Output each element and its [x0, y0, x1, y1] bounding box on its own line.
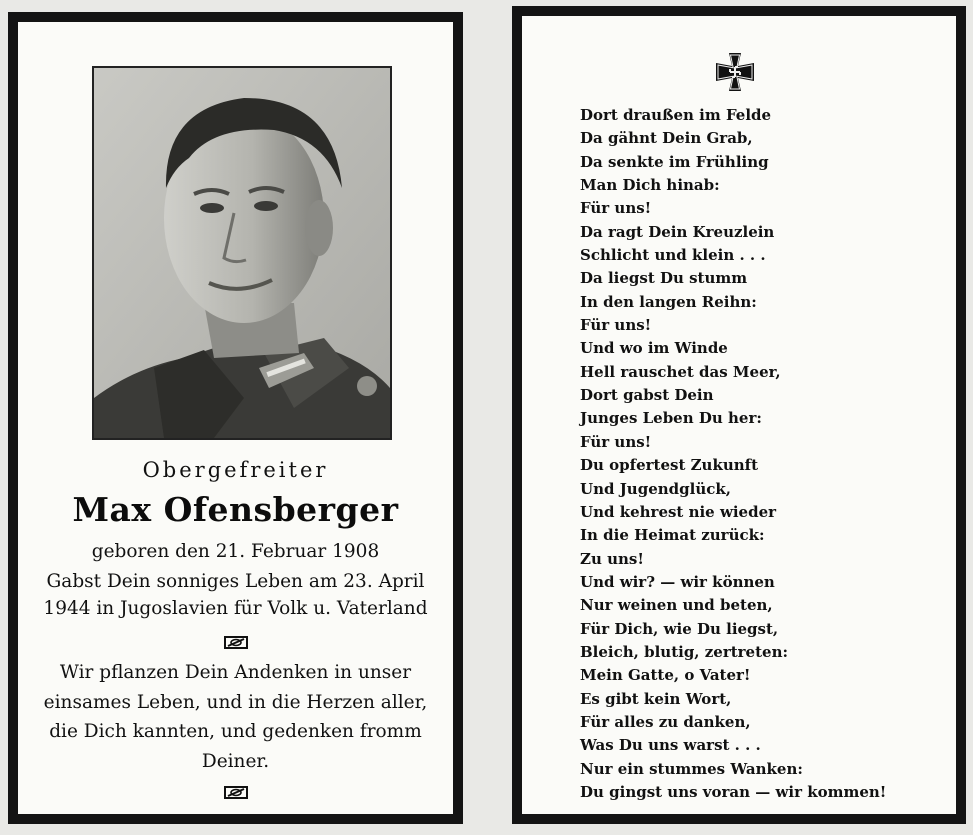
rank-title: Obergefreiter: [142, 458, 329, 482]
ornament-divider-icon: [224, 636, 248, 649]
poem-line: Nur weinen und beten,: [580, 596, 773, 615]
memorial-line: Wir pflanzen Dein Andenken in unser: [59, 662, 412, 683]
poem-line: Für alles zu danken,: [580, 712, 751, 731]
poem-line: Junges Leben Du her:: [580, 409, 762, 428]
death-line-2: 1944 in Jugoslavien für Volk u. Vaterland: [43, 598, 428, 619]
memorial-card-back: [512, 6, 966, 824]
birth-date-line: geboren den 21. Februar 1908: [91, 541, 380, 562]
poem-line: Dort draußen im Felde: [580, 106, 772, 124]
death-line-1: Gabst Dein sonniges Leben am 23. April: [46, 571, 425, 592]
deceased-name: Max Ofensberger: [72, 490, 399, 529]
poem-line: Da liegst Du stumm: [580, 269, 748, 288]
poem-line: Du gingst uns voran — wir kommen!: [580, 782, 887, 801]
memorial-line: die Dich kannten, und gedenken fromm: [49, 721, 422, 742]
poem-line: Hell rauschet das Meer,: [580, 362, 781, 381]
poem-line: Bleich, blutig, zertreten:: [580, 642, 789, 661]
poem-line: Zu uns!: [580, 549, 644, 568]
poem-line: Da senkte im Frühling: [580, 152, 769, 171]
poem-line: Und wir? — wir können: [580, 572, 775, 591]
poem-line: Für uns!: [580, 432, 652, 451]
poem-line: Da gähnt Dein Grab,: [580, 129, 753, 148]
poem-line: Und wo im Winde: [580, 339, 728, 358]
memorial-line: einsames Leben, und in die Herzen aller,: [43, 691, 428, 713]
memorial-line: Deiner.: [201, 750, 270, 772]
memorial-text: [42, 658, 429, 776]
poem-line: Und Jugendglück,: [580, 479, 731, 498]
poem-line: Und kehrest nie wieder: [580, 502, 777, 521]
poem-line: Was Du uns warst . . .: [580, 736, 761, 755]
poem-line: In die Heimat zurück:: [580, 526, 765, 545]
poem-line: Da ragt Dein Kreuzlein: [580, 222, 775, 241]
poem-line: Mein Gatte, o Vater!: [580, 666, 751, 685]
poem-line: Für uns!: [580, 316, 652, 335]
poem-line: Dort gabst Dein: [580, 386, 714, 405]
poem-text: [580, 104, 960, 804]
memorial-card-front: [8, 12, 463, 824]
poem-line: Nur ein stummes Wanken:: [580, 759, 803, 778]
iron-cross-icon: [715, 52, 755, 92]
poem-line: Es gibt kein Wort,: [580, 689, 732, 708]
poem-line: In den langen Reihn:: [580, 292, 757, 311]
portrait-photo: [92, 66, 392, 440]
poem-line: Schlicht und klein . . .: [580, 246, 766, 265]
poem-line: Man Dich hinab:: [580, 176, 720, 195]
ornament-divider-icon: [224, 786, 248, 799]
poem-line: Für Dich, wie Du liegst,: [580, 619, 779, 638]
poem-line: Für uns!: [580, 199, 652, 218]
poem-line: Du opfertest Zukunft: [580, 456, 759, 475]
